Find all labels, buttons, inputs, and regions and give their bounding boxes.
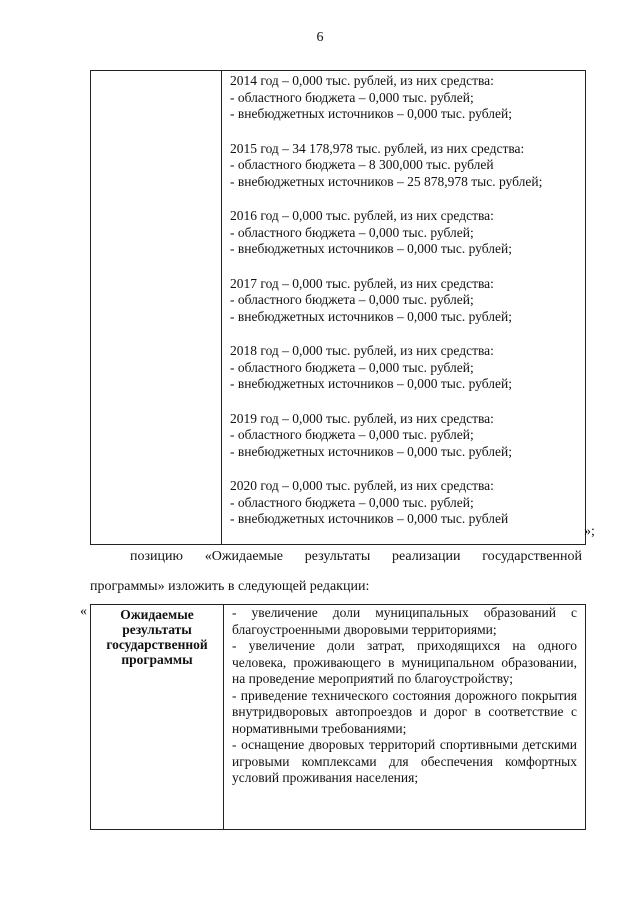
extrabudgetary-line: - внебюджетных источников – 0,000 тыс. рублей	[230, 511, 509, 526]
instruction-line-2: программы» изложить в следующей редакции:	[90, 579, 370, 594]
results-items-cell	[224, 605, 586, 830]
extrabudgetary-line: - внебюджетных источников – 0,000 тыс. рублей;	[230, 241, 512, 256]
year-total-line: 2020 год – 0,000 тыс. рублей, из них средства:	[230, 478, 494, 493]
funding-year-2016	[230, 208, 579, 258]
page-number: 6	[316, 30, 324, 45]
regional-budget-line: - областного бюджета – 0,000 тыс. рублей;	[230, 427, 474, 442]
regional-budget-line: - областного бюджета – 0,000 тыс. рублей;	[230, 359, 474, 375]
opening-quote-mark: «	[80, 604, 87, 619]
result-item: - увеличение доли муниципальных образований с благоустроенными дворовыми территориями;	[232, 605, 577, 637]
regional-budget-line: - областного бюджета – 0,000 тыс. рублей;	[230, 224, 474, 240]
extrabudgetary-line: - внебюджетных источников – 0,000 тыс. рублей;	[230, 308, 512, 324]
result-item: - увеличение доли затрат, приходящихся на одного человека, проживающего в муниципальном образовании, на проведение мероприятий по благоустройству;	[232, 638, 577, 686]
funding-year-2017	[230, 276, 579, 326]
funding-year-2020	[230, 478, 579, 528]
funding-year-2018	[230, 343, 579, 393]
funding-table	[90, 70, 586, 545]
funding-year-2019	[230, 411, 579, 461]
regional-budget-line: - областного бюджета – 0,000 тыс. рублей;	[230, 292, 474, 307]
extrabudgetary-line: - внебюджетных источников – 0,000 тыс. рублей;	[230, 376, 512, 391]
regional-budget-line: - областного бюджета – 0,000 тыс. рублей;	[230, 494, 474, 510]
instruction-line-1	[130, 549, 582, 565]
instruction-word: реализации	[392, 549, 461, 564]
extrabudgetary-line: - внебюджетных источников – 0,000 тыс. рублей;	[230, 443, 512, 459]
instruction-word: «Ожидаемые	[204, 549, 284, 564]
year-total-line: 2018 год – 0,000 тыс. рублей, из них средства:	[230, 343, 494, 358]
year-total-line: 2019 год – 0,000 тыс. рублей, из них средства:	[230, 410, 494, 426]
instruction-word: позицию	[130, 549, 183, 564]
funding-year-2015	[230, 141, 579, 191]
result-item: - приведение технического состояния дорожного покрытия внутридворовых автопроездов и дорог в соответствие с нормативными требованиями;	[232, 687, 577, 736]
instruction-word: результаты	[304, 549, 371, 564]
funding-label-cell	[91, 71, 222, 545]
closing-quote-mark: »;	[584, 524, 595, 539]
extrabudgetary-line: - внебюджетных источников – 0,000 тыс. рублей;	[230, 106, 512, 121]
funding-year-2014	[230, 73, 579, 123]
funding-values-cell	[222, 71, 586, 545]
year-total-line: 2016 год – 0,000 тыс. рублей, из них средства:	[230, 208, 494, 223]
extrabudgetary-line: - внебюджетных источников – 25 878,978 тыс. рублей;	[230, 173, 543, 189]
year-total-line: 2017 год – 0,000 тыс. рублей, из них средства:	[230, 275, 494, 291]
regional-budget-line: - областного бюджета – 8 300,000 тыс. рублей	[230, 157, 494, 172]
year-total-line: 2014 год – 0,000 тыс. рублей, из них средства:	[230, 73, 494, 88]
results-heading: Ожидаемые результаты государственной программы	[91, 605, 224, 830]
year-total-line: 2015 год – 34 178,978 тыс. рублей, из них средства:	[230, 140, 525, 156]
result-item: - оснащение дворовых территорий спортивными детскими игровыми комплексами для обеспечения комфортных условий проживания населения;	[232, 737, 577, 785]
regional-budget-line: - областного бюджета – 0,000 тыс. рублей;	[230, 89, 474, 105]
instruction-word: государственной	[482, 549, 582, 564]
results-table	[90, 604, 586, 830]
